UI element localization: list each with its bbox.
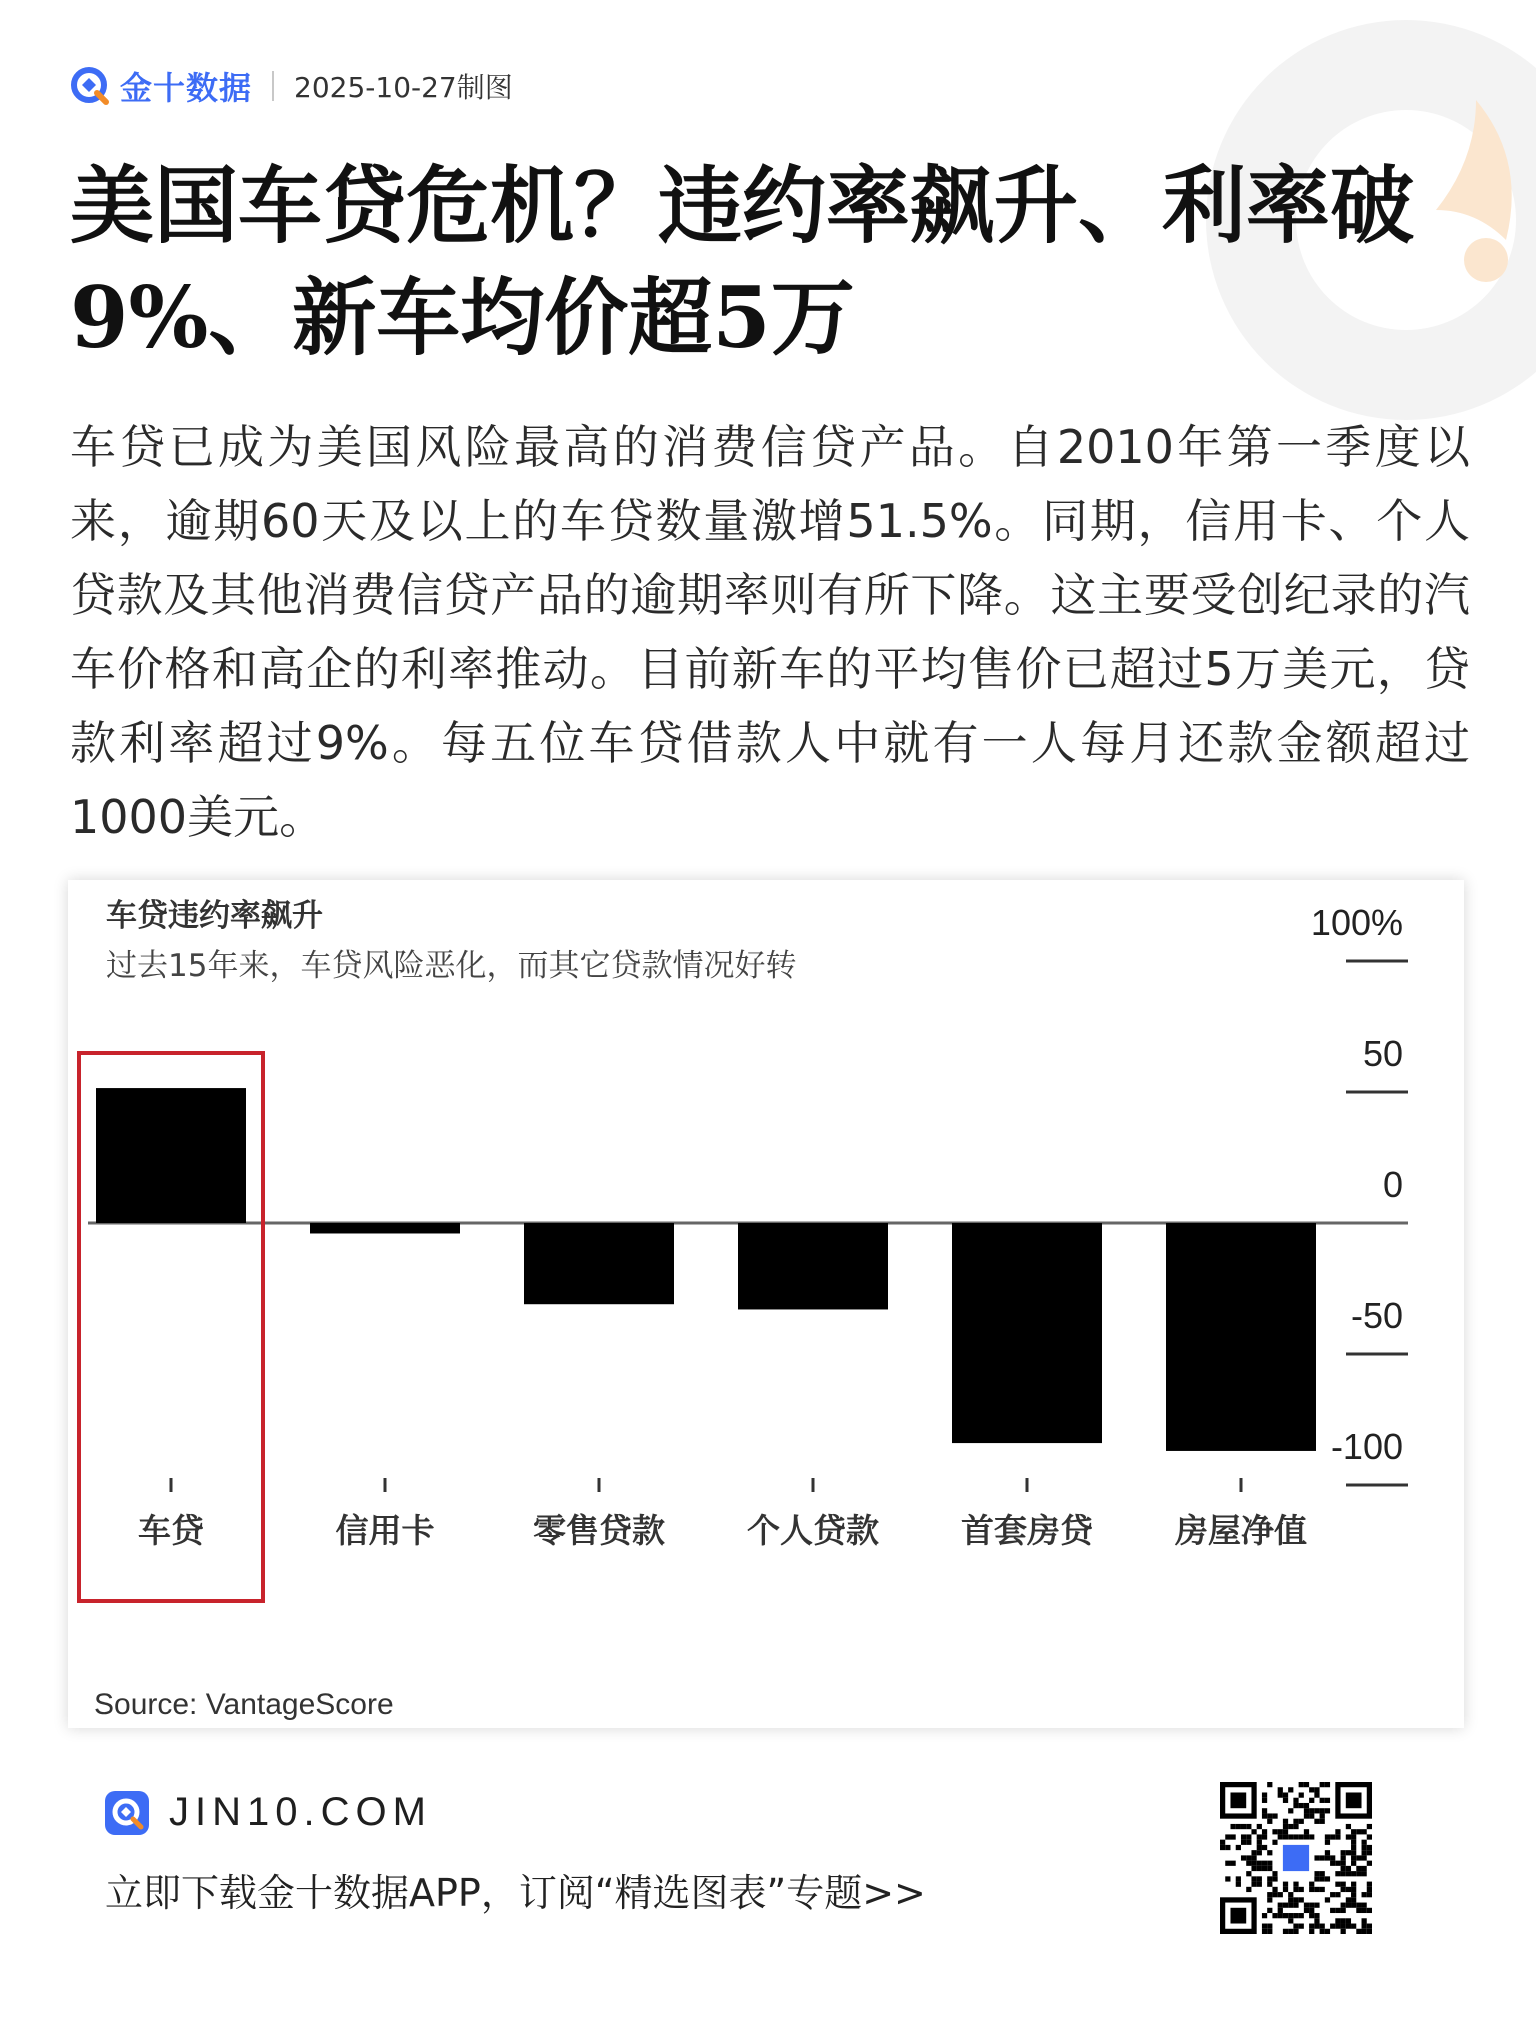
qr-module — [1225, 1861, 1230, 1866]
qr-module — [1341, 1850, 1346, 1855]
qr-module — [1351, 1829, 1356, 1834]
qr-module — [1251, 1829, 1256, 1834]
qr-module — [1320, 1929, 1325, 1934]
qr-module — [1304, 1829, 1309, 1834]
qr-module — [1288, 1903, 1293, 1908]
qr-module — [1304, 1803, 1309, 1808]
qr-module — [1267, 1850, 1272, 1855]
qr-module — [1299, 1913, 1304, 1918]
qr-module — [1341, 1866, 1346, 1871]
qr-module — [1314, 1876, 1319, 1881]
qr-module — [1283, 1798, 1288, 1803]
qr-module — [1356, 1829, 1361, 1834]
qr-module — [1325, 1855, 1330, 1860]
qr-module — [1267, 1897, 1272, 1902]
qr-module — [1335, 1924, 1340, 1929]
qr-module — [1251, 1866, 1256, 1871]
qr-module — [1278, 1787, 1283, 1792]
brand-divider — [272, 71, 274, 101]
qr-code-icon[interactable] — [1220, 1782, 1372, 1934]
qr-module — [1267, 1819, 1272, 1824]
qr-module — [1346, 1824, 1351, 1829]
headline: 美国车贷危机？违约率飙升、利率破9%、新车均价超5万 — [70, 156, 1415, 367]
qr-module — [1362, 1929, 1367, 1934]
qr-module — [1251, 1861, 1256, 1866]
chart-date: 2025-10-27制图 — [294, 71, 513, 104]
qr-module — [1262, 1913, 1267, 1918]
qr-module — [1293, 1897, 1298, 1902]
qr-module — [1309, 1924, 1314, 1929]
qr-module — [1257, 1866, 1262, 1871]
qr-module — [1299, 1897, 1304, 1902]
qr-module — [1314, 1787, 1319, 1792]
qr-module — [1288, 1824, 1293, 1829]
qr-module — [1346, 1897, 1351, 1902]
qr-module — [1362, 1908, 1367, 1913]
jin10-logo-icon — [105, 1791, 149, 1835]
chart-card — [68, 880, 1464, 1728]
qr-module — [1278, 1892, 1283, 1897]
qr-module — [1320, 1871, 1325, 1876]
qr-module — [1283, 1829, 1288, 1834]
qr-module — [1314, 1913, 1319, 1918]
qr-module — [1367, 1924, 1372, 1929]
qr-module — [1267, 1861, 1272, 1866]
qr-module — [1278, 1913, 1283, 1918]
qr-module — [1330, 1861, 1335, 1866]
qr-module — [1367, 1824, 1372, 1829]
qr-module — [1309, 1908, 1314, 1913]
qr-module — [1341, 1918, 1346, 1923]
qr-module — [1299, 1924, 1304, 1929]
qr-module — [1272, 1829, 1277, 1834]
qr-module — [1288, 1834, 1293, 1839]
x-tick-label: 个人贷款 — [747, 1511, 879, 1550]
qr-module — [1314, 1819, 1319, 1824]
qr-module — [1309, 1834, 1314, 1839]
qr-module — [1320, 1813, 1325, 1818]
qr-module — [1293, 1924, 1298, 1929]
qr-module — [1257, 1861, 1262, 1866]
brand-header — [70, 62, 513, 110]
qr-module — [1293, 1834, 1298, 1839]
qr-module — [1251, 1850, 1256, 1855]
qr-finder — [1230, 1792, 1246, 1808]
qr-module — [1362, 1866, 1367, 1871]
qr-module — [1351, 1882, 1356, 1887]
qr-module — [1320, 1855, 1325, 1860]
qr-module — [1225, 1876, 1230, 1881]
qr-module — [1320, 1887, 1325, 1892]
qr-module — [1246, 1855, 1251, 1860]
qr-module — [1267, 1929, 1272, 1934]
qr-module — [1346, 1903, 1351, 1908]
qr-module — [1241, 1824, 1246, 1829]
qr-module — [1330, 1892, 1335, 1897]
qr-module — [1262, 1829, 1267, 1834]
qr-module — [1299, 1792, 1304, 1797]
qr-module — [1341, 1903, 1346, 1908]
qr-module — [1356, 1871, 1361, 1876]
bar-1 — [310, 1223, 460, 1233]
qr-module — [1293, 1798, 1298, 1803]
qr-module — [1262, 1792, 1267, 1797]
qr-module — [1309, 1813, 1314, 1818]
qr-module — [1230, 1834, 1235, 1839]
qr-module — [1367, 1850, 1372, 1855]
qr-module — [1262, 1929, 1267, 1934]
qr-module — [1362, 1850, 1367, 1855]
qr-module — [1341, 1882, 1346, 1887]
x-tick-label: 零售贷款 — [533, 1511, 665, 1550]
qr-module — [1283, 1824, 1288, 1829]
qr-module — [1246, 1887, 1251, 1892]
qr-module — [1257, 1882, 1262, 1887]
qr-module — [1367, 1882, 1372, 1887]
qr-module — [1356, 1866, 1361, 1871]
qr-module — [1257, 1840, 1262, 1845]
qr-module — [1288, 1808, 1293, 1813]
qr-module — [1367, 1845, 1372, 1850]
qr-module — [1288, 1913, 1293, 1918]
qr-module — [1304, 1908, 1309, 1913]
y-tick-label: -100 — [1330, 1426, 1403, 1467]
qr-module — [1262, 1798, 1267, 1803]
qr-module — [1346, 1918, 1351, 1923]
qr-module — [1309, 1798, 1314, 1803]
qr-module — [1288, 1892, 1293, 1897]
qr-module — [1335, 1882, 1340, 1887]
qr-module — [1288, 1897, 1293, 1902]
qr-module — [1341, 1924, 1346, 1929]
footer-domain: JIN10.COM — [169, 1790, 432, 1834]
qr-module — [1325, 1808, 1330, 1813]
qr-module — [1346, 1866, 1351, 1871]
summary-paragraph: 车贷已成为美国风险最高的消费信贷产品。自2010年第一季度以来，逾期60天及以上的车贷数量激增51.5%。同期，信用卡、个人贷款及其他消费信贷产品的逾期率则有所下降。这主要受创纪录的汽车价格和高企的利率推动。目前新车的平均售价已超过5万美元，贷款利率超过9%。每五位车贷借款人中就有一人每月还款金额超过1000美元。 — [70, 420, 1470, 844]
qr-module — [1293, 1929, 1298, 1934]
qr-module — [1346, 1887, 1351, 1892]
qr-module — [1246, 1824, 1251, 1829]
qr-module — [1314, 1918, 1319, 1923]
qr-module — [1325, 1834, 1330, 1839]
qr-module — [1262, 1834, 1267, 1839]
qr-module — [1225, 1834, 1230, 1839]
qr-module — [1272, 1813, 1277, 1818]
footer-download-cta[interactable]: 立即下载金十数据APP，订阅“精选图表”专题>> — [105, 1871, 926, 1915]
qr-module — [1351, 1887, 1356, 1892]
qr-module — [1367, 1892, 1372, 1897]
qr-module — [1278, 1908, 1283, 1913]
qr-module — [1272, 1871, 1277, 1876]
qr-module — [1351, 1855, 1356, 1860]
jin10-logo-icon — [70, 66, 110, 106]
qr-module — [1351, 1861, 1356, 1866]
qr-module — [1351, 1903, 1356, 1908]
qr-module — [1309, 1808, 1314, 1813]
qr-module — [1288, 1787, 1293, 1792]
qr-module — [1325, 1782, 1330, 1787]
qr-module — [1257, 1834, 1262, 1839]
qr-module — [1351, 1834, 1356, 1839]
qr-module — [1278, 1903, 1283, 1908]
qr-module — [1246, 1834, 1251, 1839]
chart-source: Source: VantageScore — [94, 1688, 394, 1721]
qr-module — [1320, 1798, 1325, 1803]
qr-module — [1278, 1829, 1283, 1834]
qr-module — [1299, 1819, 1304, 1824]
qr-module — [1220, 1845, 1225, 1850]
qr-module — [1304, 1782, 1309, 1787]
qr-module — [1272, 1887, 1277, 1892]
qr-module — [1304, 1813, 1309, 1818]
qr-finder — [1230, 1908, 1246, 1924]
qr-module — [1304, 1808, 1309, 1813]
qr-module — [1335, 1871, 1340, 1876]
qr-module — [1346, 1871, 1351, 1876]
qr-module — [1362, 1871, 1367, 1876]
y-tick-label: -50 — [1350, 1295, 1403, 1336]
qr-module — [1236, 1824, 1241, 1829]
qr-module — [1283, 1929, 1288, 1934]
qr-module — [1288, 1929, 1293, 1934]
qr-module — [1362, 1840, 1367, 1845]
qr-module — [1367, 1887, 1372, 1892]
qr-module — [1335, 1834, 1340, 1839]
qr-module — [1272, 1892, 1277, 1897]
qr-module — [1309, 1887, 1314, 1892]
qr-module — [1325, 1798, 1330, 1803]
qr-module — [1241, 1834, 1246, 1839]
qr-module — [1257, 1845, 1262, 1850]
qr-module — [1325, 1876, 1330, 1881]
qr-module — [1272, 1876, 1277, 1881]
qr-module — [1299, 1887, 1304, 1892]
qr-module — [1351, 1871, 1356, 1876]
qr-module — [1283, 1834, 1288, 1839]
qr-module — [1299, 1834, 1304, 1839]
x-tick-label: 房屋净值 — [1175, 1511, 1307, 1550]
qr-module — [1341, 1855, 1346, 1860]
qr-module — [1362, 1918, 1367, 1923]
qr-module — [1267, 1924, 1272, 1929]
qr-module — [1314, 1871, 1319, 1876]
qr-module — [1362, 1829, 1367, 1834]
qr-module — [1246, 1861, 1251, 1866]
qr-module — [1251, 1882, 1256, 1887]
qr-module — [1330, 1834, 1335, 1839]
qr-module — [1236, 1882, 1241, 1887]
bar-0 — [96, 1088, 246, 1223]
qr-module — [1309, 1787, 1314, 1792]
qr-module — [1341, 1908, 1346, 1913]
qr-module — [1362, 1845, 1367, 1850]
qr-module — [1309, 1913, 1314, 1918]
qr-module — [1314, 1792, 1319, 1797]
qr-module — [1351, 1840, 1356, 1845]
qr-module — [1314, 1808, 1319, 1813]
qr-module — [1314, 1887, 1319, 1892]
qr-module — [1272, 1913, 1277, 1918]
bar-2 — [524, 1223, 674, 1304]
qr-module — [1309, 1882, 1314, 1887]
qr-module — [1330, 1855, 1335, 1860]
chart-subtitle: 过去15年来，车贷风险恶化，而其它贷款情况好转 — [106, 948, 797, 984]
qr-module — [1262, 1808, 1267, 1813]
qr-module — [1314, 1903, 1319, 1908]
x-tick-label: 首套房贷 — [961, 1511, 1093, 1550]
qr-module — [1309, 1903, 1314, 1908]
qr-module — [1262, 1813, 1267, 1818]
qr-module — [1320, 1876, 1325, 1881]
qr-module — [1309, 1929, 1314, 1934]
qr-module — [1267, 1782, 1272, 1787]
qr-module — [1278, 1834, 1283, 1839]
qr-module — [1262, 1861, 1267, 1866]
qr-module — [1293, 1824, 1298, 1829]
qr-module — [1341, 1929, 1346, 1934]
qr-module — [1299, 1782, 1304, 1787]
qr-module — [1314, 1924, 1319, 1929]
qr-module — [1288, 1918, 1293, 1923]
chart-title: 车贷违约率飙升 — [106, 898, 323, 934]
qr-module — [1293, 1803, 1298, 1808]
qr-module — [1367, 1908, 1372, 1913]
qr-module — [1241, 1855, 1246, 1860]
qr-module — [1351, 1924, 1356, 1929]
qr-module — [1236, 1845, 1241, 1850]
qr-module — [1351, 1845, 1356, 1850]
qr-module — [1283, 1913, 1288, 1918]
qr-module — [1251, 1855, 1256, 1860]
qr-module — [1293, 1819, 1298, 1824]
qr-module — [1346, 1924, 1351, 1929]
qr-module — [1325, 1850, 1330, 1855]
qr-module — [1335, 1861, 1340, 1866]
qr-module — [1356, 1929, 1361, 1934]
qr-module — [1335, 1892, 1340, 1897]
qr-module — [1230, 1824, 1235, 1829]
qr-module — [1283, 1792, 1288, 1797]
qr-module — [1293, 1913, 1298, 1918]
bar-3 — [738, 1223, 888, 1309]
qr-module — [1293, 1887, 1298, 1892]
qr-module — [1341, 1861, 1346, 1866]
qr-module — [1220, 1840, 1225, 1845]
qr-module — [1241, 1840, 1246, 1845]
qr-module — [1362, 1892, 1367, 1897]
y-tick-label: 100% — [1310, 902, 1403, 943]
qr-module — [1257, 1824, 1262, 1829]
qr-module — [1267, 1876, 1272, 1881]
qr-module — [1293, 1882, 1298, 1887]
bar-4 — [952, 1223, 1102, 1443]
footer-site[interactable] — [105, 1790, 432, 1835]
qr-module — [1293, 1903, 1298, 1908]
qr-module — [1320, 1782, 1325, 1787]
qr-module — [1356, 1908, 1361, 1913]
qr-module — [1314, 1855, 1319, 1860]
qr-module — [1283, 1819, 1288, 1824]
qr-module — [1246, 1840, 1251, 1845]
bar-chart — [68, 880, 1464, 1728]
x-tick-label: 信用卡 — [335, 1511, 435, 1550]
qr-module — [1325, 1929, 1330, 1934]
qr-module — [1257, 1876, 1262, 1881]
qr-module — [1283, 1903, 1288, 1908]
qr-module — [1346, 1834, 1351, 1839]
qr-module — [1278, 1792, 1283, 1797]
qr-module — [1362, 1924, 1367, 1929]
qr-module — [1262, 1866, 1267, 1871]
brand-name: 金十数据 — [120, 69, 253, 107]
qr-module — [1299, 1803, 1304, 1808]
qr-module — [1367, 1834, 1372, 1839]
qr-module — [1367, 1861, 1372, 1866]
qr-module — [1225, 1845, 1230, 1850]
qr-module — [1283, 1887, 1288, 1892]
qr-module — [1335, 1908, 1340, 1913]
x-tick-label: 车贷 — [138, 1511, 204, 1550]
y-tick-label: 50 — [1362, 1033, 1403, 1074]
y-tick-label: 0 — [1382, 1164, 1403, 1205]
qr-module — [1330, 1908, 1335, 1913]
qr-module — [1267, 1908, 1272, 1913]
qr-module — [1335, 1918, 1340, 1923]
qr-module — [1356, 1855, 1361, 1860]
qr-module — [1335, 1829, 1340, 1834]
qr-module — [1330, 1924, 1335, 1929]
qr-module — [1325, 1897, 1330, 1902]
qr-module — [1346, 1850, 1351, 1855]
qr-module — [1320, 1924, 1325, 1929]
qr-module — [1283, 1882, 1288, 1887]
qr-module — [1341, 1871, 1346, 1876]
qr-module — [1325, 1840, 1330, 1845]
qr-module — [1367, 1929, 1372, 1934]
qr-module — [1341, 1887, 1346, 1892]
qr-module — [1304, 1834, 1309, 1839]
qr-module — [1351, 1892, 1356, 1897]
bar-5 — [1166, 1223, 1316, 1451]
qr-module — [1267, 1813, 1272, 1818]
qr-module — [1351, 1897, 1356, 1902]
qr-module — [1320, 1819, 1325, 1824]
qr-center-logo — [1283, 1845, 1309, 1871]
qr-module — [1262, 1924, 1267, 1929]
qr-module — [1246, 1871, 1251, 1876]
qr-module — [1351, 1850, 1356, 1855]
qr-module — [1267, 1882, 1272, 1887]
qr-finder — [1346, 1792, 1362, 1808]
qr-module — [1272, 1840, 1277, 1845]
qr-module — [1251, 1876, 1256, 1881]
qr-module — [1362, 1855, 1367, 1860]
qr-module — [1356, 1903, 1361, 1908]
qr-module — [1267, 1866, 1272, 1871]
qr-module — [1362, 1903, 1367, 1908]
qr-module — [1304, 1903, 1309, 1908]
qr-module — [1262, 1845, 1267, 1850]
qr-module — [1236, 1876, 1241, 1881]
qr-module — [1230, 1861, 1235, 1866]
qr-module — [1257, 1850, 1262, 1855]
qr-module — [1320, 1808, 1325, 1813]
qr-module — [1267, 1892, 1272, 1897]
